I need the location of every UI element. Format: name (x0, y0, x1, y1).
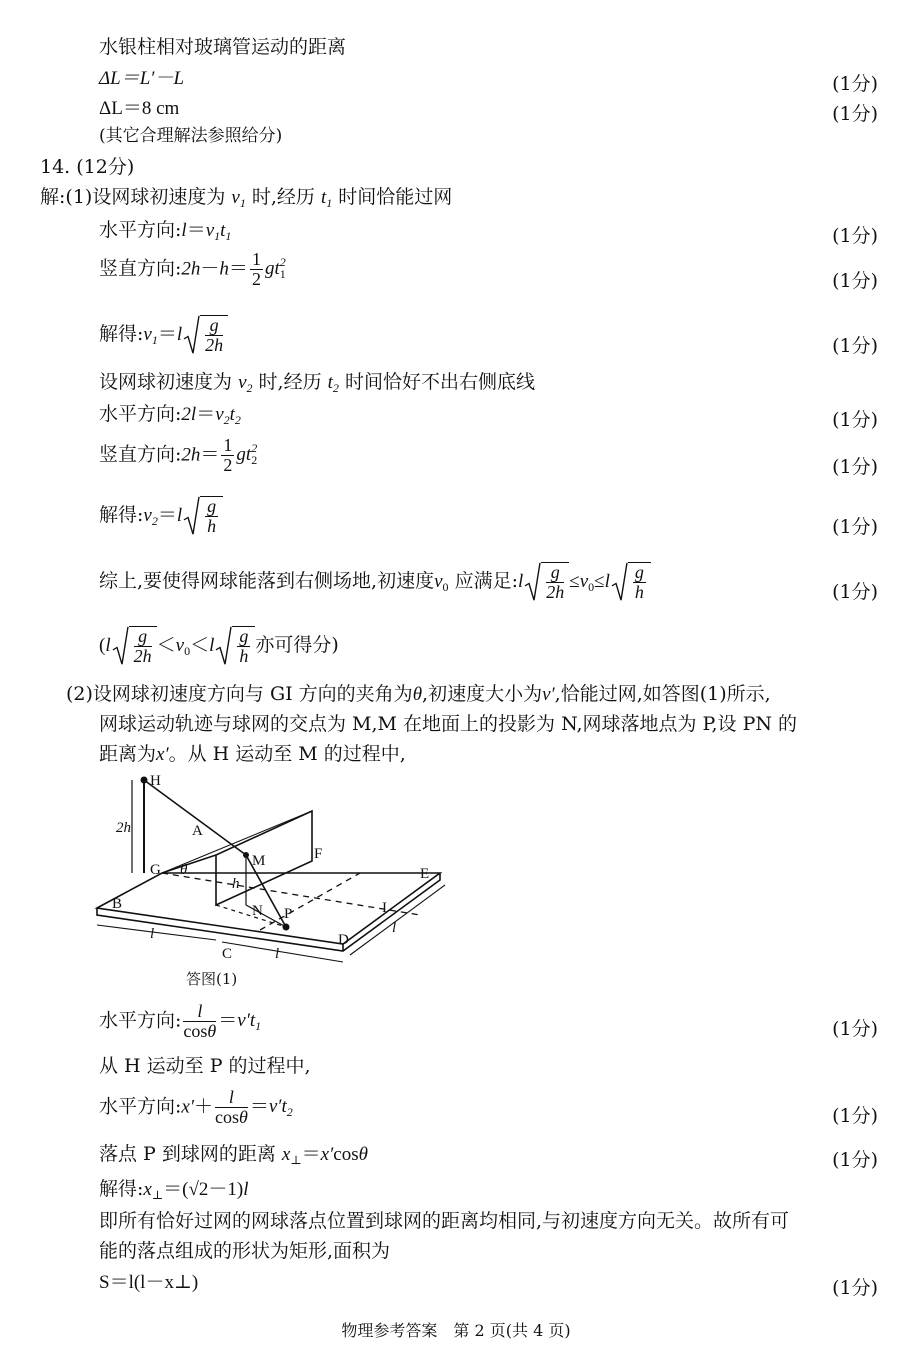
equation-result-v2: 解得$:v_2=l$ $\frac{g}{h}$ (99, 496, 223, 536)
equation-label: 水平方向: (99, 219, 182, 241)
question-number: 14. (12分) (40, 156, 135, 178)
solution-text-2: 设网球初速度为 $v_2$ 时,经历 $t_2$ 时间恰好不出右侧底线 (99, 371, 535, 395)
score-label: (1分) (832, 225, 878, 247)
page-footer: 物理参考答案 第 2 页(共 4 页) (341, 1321, 571, 1340)
conclusion-line2: 能的落点组成的形状为矩形,面积为 (99, 1240, 391, 1262)
equation-label: 水平方向: (99, 1095, 182, 1118)
part2-line3: 距离为x′。从 H 运动至 M 的过程中, (99, 743, 406, 765)
note-text: (其它合理解法参照给分) (99, 126, 283, 146)
figure-label: M (252, 853, 266, 869)
text-line: 水银柱相对玻璃管运动的距离 (99, 36, 347, 58)
figure-label: P (284, 906, 293, 922)
figure-label: A (192, 823, 203, 839)
part2-text: ,恰能过网,如答图(1)所示, (554, 683, 771, 705)
part2-line1: (2)设网球初速度方向与 GI 方向的夹角为θ,初速度大小为v′,恰能过网,如答图(1)所示, (66, 683, 771, 705)
alternative-range: (l $\frac{g}{2h}$ $<v_0<l$ $\frac{g}{h}$ 亦可得分) (99, 626, 339, 666)
figure-label: H (150, 773, 161, 789)
equation-delta-l-value: ΔL＝8 cm (99, 98, 180, 119)
equation-label: 水平方向: (99, 403, 182, 425)
figure-label: E (420, 866, 430, 882)
equation-delta-l: ΔL＝L′－L (99, 68, 185, 89)
figure-label: l (275, 946, 280, 962)
solution-text: 时间恰能过网 (338, 186, 453, 208)
conclusion-line1: 即所有恰好过网的网球落点位置到球网的距离均相同,与初速度方向无关。故所有可 (99, 1210, 790, 1232)
score-label: (1分) (832, 581, 878, 603)
figure-label: N (252, 903, 263, 919)
equation-label: 落点 P 到球网的距离 (99, 1143, 276, 1165)
part2-text: 。从 H 运动至 M 的过程中, (168, 743, 406, 765)
equation-label: 解得: (99, 1178, 144, 1200)
part2-text: ,初速度大小为 (422, 683, 543, 705)
equation-label: 竖直方向: (99, 443, 182, 466)
equation-result-v1: 解得$:v_1=l$ $\frac{g}{2h}$ (99, 315, 228, 355)
conclusion-range: 综上,要使得网球能落到右侧场地,初速度$v_0$ 应满足:l $\frac{g}{2h}$ $\le v_0\le l$ $\frac{g}{h}$ (99, 562, 651, 602)
score-label: (1分) (832, 270, 878, 292)
figure-label: 2h (116, 820, 131, 836)
equation-vertical-1: 竖直方向:2h－h＝ $\frac{1}{2}$ $gt^2_1$ (99, 249, 286, 289)
tennis-court-figure (90, 768, 470, 993)
figure-label: l (150, 926, 155, 942)
score-label: (1分) (832, 335, 878, 357)
score-label: (1分) (832, 409, 878, 431)
equation-vertical-2: 竖直方向:2h＝ $\frac{1}{2}$ $gt^2_2$ (99, 435, 258, 475)
solution-text: 时间恰好不出右侧底线 (344, 371, 535, 393)
figure-label: D (338, 932, 349, 948)
equation-label: 解得: (99, 503, 144, 526)
part2-line2: 网球运动轨迹与球网的交点为 M,M 在地面上的投影为 N,网球落地点为 P,设 PN 的 (99, 713, 798, 735)
equation-horizontal-1: 水平方向$:l=v_1t_1$ (99, 219, 232, 243)
equation-horizontal-3: 水平方向: $\frac{l}{\cos\theta}$ $=v't_1$ (99, 1001, 262, 1041)
figure-label: B (112, 896, 123, 912)
solution-text: 解:(1)设网球初速度为 (40, 186, 226, 208)
figure-label: l (392, 920, 397, 936)
distance-equation: 落点 P 到球网的距离 $x_\perp=x'\cos\theta$ (99, 1143, 368, 1167)
result-distance: 解得$:x_\perp=(√2-1)l$ (99, 1178, 249, 1202)
equation-label: 解得: (99, 322, 144, 345)
solution-text: 设网球初速度为 (99, 371, 233, 393)
equation-horizontal-4: 水平方向:x′＋ $\frac{l}{\cos\theta}$ $=v't_2$ (99, 1087, 293, 1127)
area-formula: S＝l(l－x⊥) (99, 1272, 199, 1293)
score-label: (1分) (832, 1105, 878, 1127)
figure-caption: 答图(1) (186, 970, 238, 988)
score-label: (1分) (832, 456, 878, 478)
score-label: (1分) (832, 103, 878, 125)
conclusion-text: 综上,要使得网球能落到右侧场地,初速度 (99, 569, 435, 592)
equation-horizontal-2: 水平方向$:2l=v_2t_2$ (99, 403, 241, 427)
figure-label: h (232, 876, 240, 892)
solution-intro: 解:(1)设网球初速度为 $v_1$ 时,经历 $t_1$ 时间恰能过网 (40, 186, 453, 210)
score-label: (1分) (832, 516, 878, 538)
part2-text: 距离为 (99, 743, 157, 765)
equation-label: 水平方向: (99, 1009, 182, 1032)
solution-text: 时,经历 (251, 186, 315, 208)
figure-label: C (222, 946, 233, 962)
part2-text: (2)设网球初速度方向与 GI 方向的夹角为 (66, 683, 413, 705)
figure-label: G (150, 862, 161, 878)
score-label: (1分) (832, 1018, 878, 1040)
score-label: (1分) (832, 1277, 878, 1299)
conclusion-text: 应满足: (454, 569, 518, 592)
figure-label: θ (180, 862, 188, 878)
process-text: 从 H 运动至 P 的过程中, (99, 1055, 311, 1077)
score-label: (1分) (832, 73, 878, 95)
solution-text: 时,经历 (258, 371, 322, 393)
figure-label: F (314, 846, 323, 862)
alternative-text: 亦可得分) (255, 633, 339, 656)
equation-label: 竖直方向: (99, 257, 182, 280)
score-label: (1分) (832, 1149, 878, 1171)
figure-label: I (382, 900, 387, 916)
